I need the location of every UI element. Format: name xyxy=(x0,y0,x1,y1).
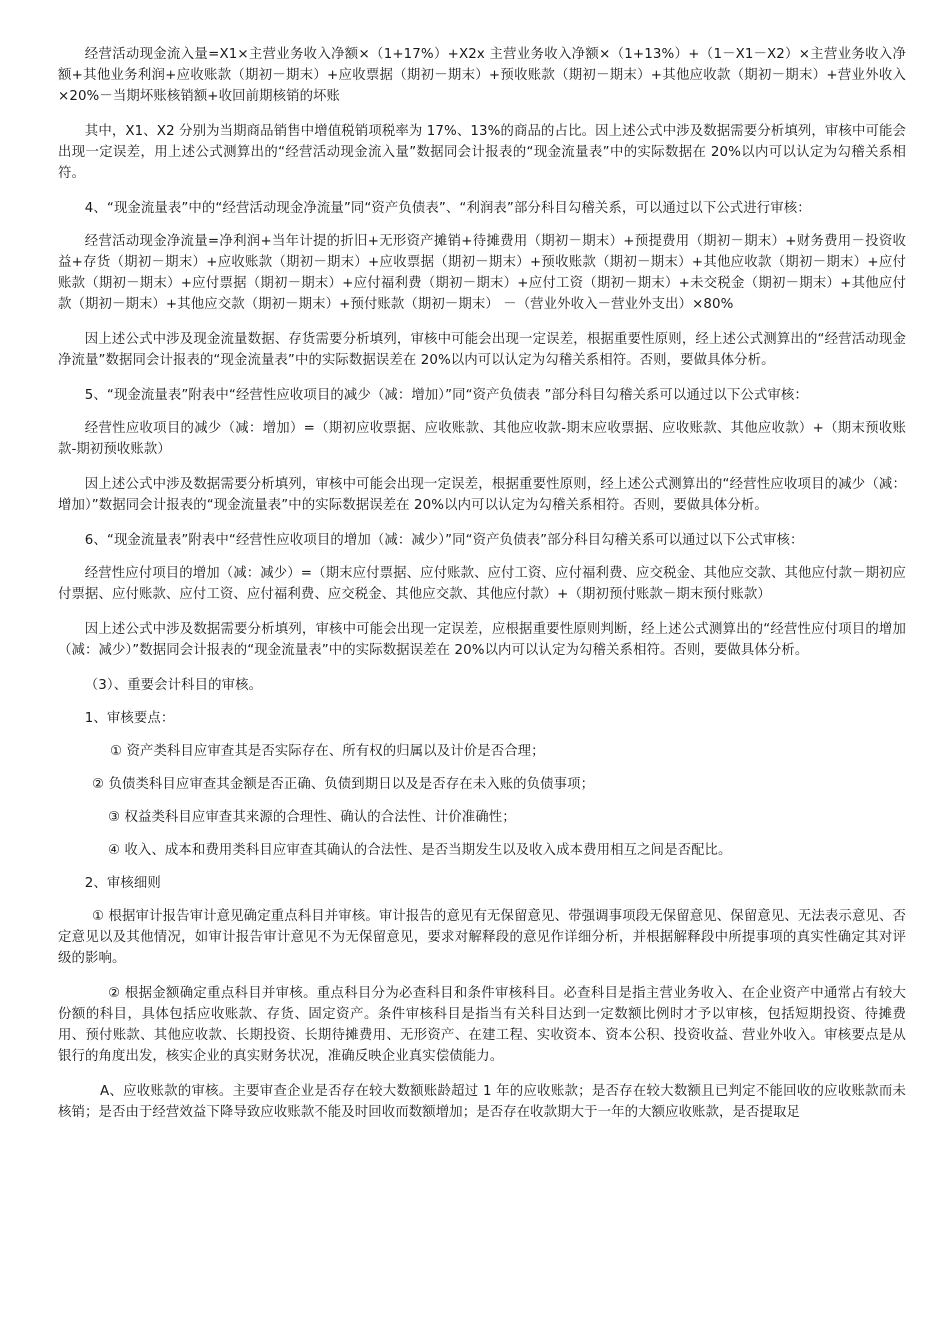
item-5-heading: 5、“现金流量表”附表中“经营性应收项目的减少（减：增加）”同“资产负债表 ”部分科目勾稽关系可以通过以下公式审核： xyxy=(84,388,808,403)
review-point-4: ④ 收入、成本和费用类科目应审查其确认的合法性、是否当期发生以及收入成本费用相互之间是否配比。 xyxy=(108,843,732,858)
formula-operating-net-cash-flow: 经营活动现金净流量=净利润+当年计提的折旧+无形资产摊销+待摊费用（期初－期末）+预提费用（期初－期末）+财务费用－投资收益+存货（期初－期末）+应收账款（期初－期末）+应收票据（期初－期末）+预收账款（期初－期末）+其他应收款（期初－期末）+应付账款（期初－期末）+应付票据（期初－期末）+应付福利费（期初－期末）+应付工资（期初－期末）+未交税金（期初－期末）+其他应付款（期初－期末）+其他应交款（期初－期末）+预付账款（期初－期末） －（营业外收入－营业外支出）×80% xyxy=(58,234,906,312)
accounts-receivable-review: A、应收账款的审核。主要审查企业是否存在较大数额账龄超过 1 年的应收账款；是否存在较大数额且已判定不能回收的应收账款而未核销；是否由于经营效益下降导致应收账款不能及时回收而数额增加；是否存在收款期大于一年的大额应收账款，是否提取足 xyxy=(58,1084,906,1120)
formula-operating-cash-inflow: 经营活动现金流入量=X1×主营业务收入净额×（1+17%）+X2x 主营业务收入净额×（1+13%）+（1－X1－X2）×主营业务收入净额+其他业务利润+应收账款（期初－期末）+应收票据（期初－期末）+预收账款（期初－期末）+其他应收款（期初－期末）+营业外收入×20%－当期坏账核销额+收回前期核销的坏账 xyxy=(58,47,906,104)
formula-operating-payables-increase: 经营性应付项目的增加（减：减少）=（期末应付票据、应付账款、应付工资、应付福利费、应交税金、其他应交款、其他应付款－期初应付票据、应付账款、应付工资、应付福利费、应交税金、其他应交款、其他应付款）+（期初预付账款－期末预付账款） xyxy=(58,566,906,602)
paragraph-x1-x2-explanation: 其中，X1、X2 分别为当期商品销售中增值税销项税率为 17%、13%的商品的占比。因上述公式中涉及数据需要分析填列，审核中可能会出现一定误差，用上述公式测算出的“经营活动现金流入量”数据同会计报表的“现金流量表”中的实际数据在 20%以内可以认定为勾稽关系相符。 xyxy=(58,124,906,181)
paragraph-receivables-note: 因上述公式中涉及数据需要分析填列，审核中可能会出现一定误差，根据重要性原则，经上述公式测算出的“经营性应收项目的减少（减：增加）”数据同会计报表的“现金流量表”中的实际数据误差在 20%以内可以认定为勾稽关系相符。否则，要做具体分析。 xyxy=(58,477,906,513)
item-4-heading: 4、“现金流量表”中的“经营活动现金净流量”同“资产负债表”、“利润表”部分科目勾稽关系，可以通过以下公式进行审核： xyxy=(84,201,811,216)
section-3-heading: （3）、重要会计科目的审核。 xyxy=(84,678,263,693)
review-points-heading: 1、审核要点： xyxy=(84,711,175,726)
formula-operating-receivables-decrease: 经营性应收项目的减少（减：增加）=（期初应收票据、应收账款、其他应收款-期末应收票据、应收账款、其他应收款）+（期末预收账款-期初预收账款） xyxy=(58,421,906,457)
item-6-heading: 6、“现金流量表”附表中“经营性应收项目的增加（减：减少）”同“资产负债表”部分科目勾稽关系可以通过以下公式审核： xyxy=(84,533,804,548)
review-point-1: ① 资产类科目应审查其是否实际存在、所有权的归属以及计价是否合理； xyxy=(110,744,545,759)
review-point-2: ② 负债类科目应审查其金额是否正确、负债到期日以及是否存在未入账的负债事项； xyxy=(92,777,595,792)
paragraph-payables-note: 因上述公式中涉及数据需要分析填列，审核中可能会出现一定误差，应根据重要性原则判断，经上述公式测算出的“经营性应付项目的增加（减：减少）”数据同会计报表的“现金流量表”中的实际数据误差在 20%以内可以认定为勾稽关系相符。否则，要做具体分析。 xyxy=(58,622,906,658)
review-detail-2: ② 根据金额确定重点科目并审核。重点科目分为必查科目和条件审核科目。必查科目是指主营业务收入、在企业资产中通常占有较大份额的科目，具体包括应收账款、存货、固定资产。条件审核科目是指当有关科目达到一定数额比例时才予以审核，包括短期投资、待摊费用、预付账款、其他应收款、长期投资、长期待摊费用、无形资产、在建工程、实收资本、资本公积、投资收益、营业外收入。审核要点是从银行的角度出发，核实企业的真实财务状况，准确反映企业真实偿债能力。 xyxy=(58,986,906,1064)
review-detail-1: ① 根据审计报告审计意见确定重点科目并审核。审计报告的意见有无保留意见、带强调事项段无保留意见、保留意见、无法表示意见、否定意见以及其他情况，如审计报告审计意见不为无保留意见，要求对解释段的意见作详细分析，并根据解释段中所提事项的真实性确定其对评级的影响。 xyxy=(58,909,906,966)
paragraph-net-cash-flow-note: 因上述公式中涉及现金流量数据、存货需要分析填列，审核中可能会出现一定误差，根据重要性原则，经上述公式测算出的“经营活动现金净流量”数据同会计报表的“现金流量表”中的实际数据误差在 20%以内可以认定为勾稽关系相符。否则，要做具体分析。 xyxy=(58,332,906,368)
review-details-heading: 2、审核细则 xyxy=(84,876,161,891)
review-point-3: ③ 权益类科目应审查其来源的合理性、确认的合法性、计价准确性； xyxy=(108,810,516,825)
